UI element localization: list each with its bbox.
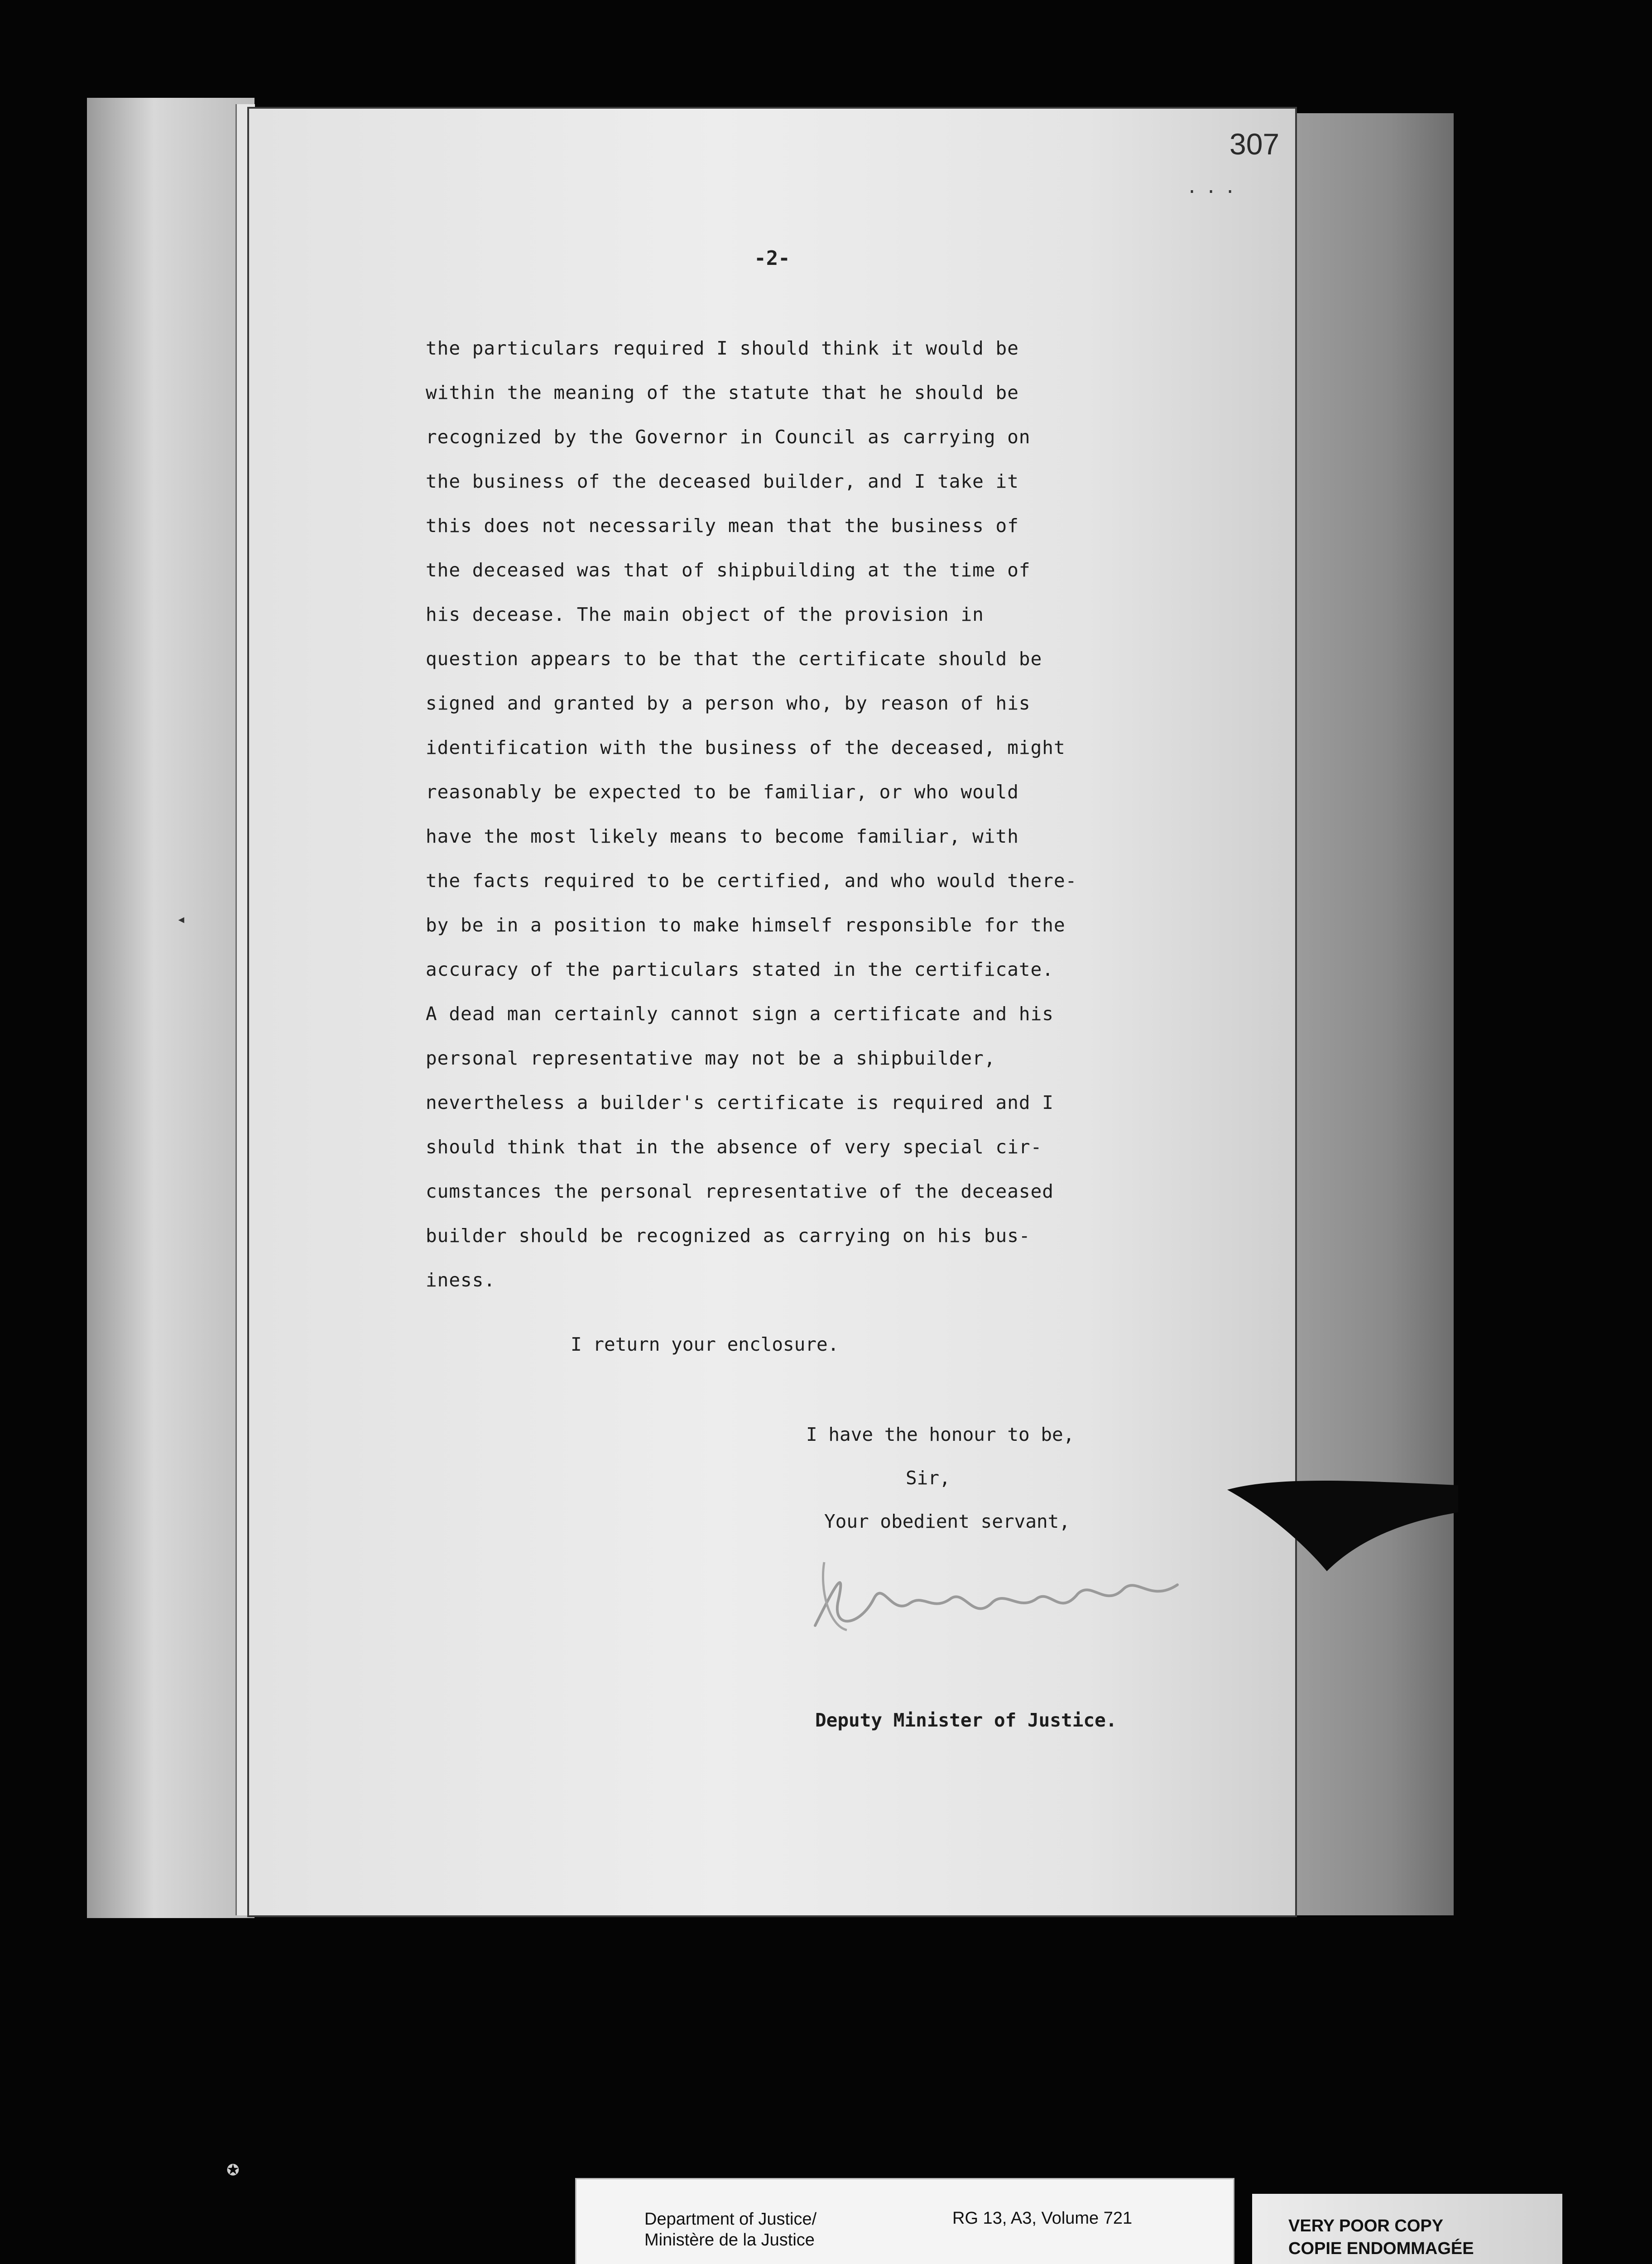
stamp-department [644, 2209, 816, 2250]
signoff-line-sir: Sir, [906, 1467, 951, 1489]
body-line: cumstances the personal representative of the deceased [426, 1180, 1054, 1202]
signoff-line-servant: Your obedient servant, [824, 1511, 1071, 1532]
closing-line: I return your enclosure. [571, 1333, 839, 1355]
right-sheet [1295, 113, 1454, 1915]
department-stamp [575, 2178, 1234, 2264]
stamp-department-fr: Ministère de la Justice [644, 2230, 815, 2250]
copy-quality-notice [1252, 2194, 1562, 2264]
film-mark-icon: ✪ [226, 2155, 240, 2181]
body-line: the facts required to be certified, and who would there- [426, 870, 1077, 892]
body-line: accuracy of the particulars stated in the certificate. [426, 959, 1054, 980]
body-line: signed and granted by a person who, by reason of his [426, 692, 1031, 714]
page-number: 307 [1229, 127, 1280, 161]
dot-marks: ... [1186, 177, 1244, 197]
pointer-shadow [1223, 1472, 1458, 1580]
stamp-department-en: Department of Justice/ [644, 2210, 817, 2229]
body-line: this does not necessarily mean that the business of [426, 515, 1019, 537]
body-line: recognized by the Governor in Council as carrying on [426, 426, 1031, 448]
body-line: question appears to be that the certificate should be [426, 648, 1042, 670]
body-line: identification with the business of the deceased, might [426, 737, 1066, 758]
body-line: builder should be recognized as carrying on his bus- [426, 1225, 1031, 1247]
handwritten-signature [806, 1535, 1214, 1653]
body-line: reasonably be expected to be familiar, or who would [426, 781, 1019, 803]
body-line: by be in a position to make himself responsible for the [426, 914, 1066, 936]
body-line: personal representative may not be a shipbuilder, [426, 1047, 996, 1069]
body-line: the deceased was that of shipbuilding at the time of [426, 559, 1031, 581]
copy-notice-fr: COPIE ENDOMMAGÉE [1288, 2239, 1474, 2258]
signatory-title: Deputy Minister of Justice. [815, 1709, 1117, 1731]
letter-body [426, 326, 1241, 1302]
body-line: the business of the deceased builder, and I take it [426, 470, 1019, 492]
body-line: have the most likely means to become familiar, with [426, 825, 1019, 847]
body-line: nevertheless a builder's certificate is required and I [426, 1092, 1054, 1113]
margin-mark: ◂ [177, 910, 186, 928]
signoff-line-honour: I have the honour to be, [806, 1424, 1075, 1445]
body-line: within the meaning of the statute that he should be [426, 382, 1019, 403]
body-line: the particulars required I should think it would be [426, 337, 1019, 359]
body-line: his decease. The main object of the provision in [426, 604, 984, 625]
stamp-reference: RG 13, A3, Volume 721 [952, 2209, 1133, 2228]
back-sheet [87, 98, 255, 1918]
page-marker [249, 247, 1295, 270]
signoff-block [806, 1413, 1074, 1543]
copy-notice-en: VERY POOR COPY [1288, 2216, 1444, 2235]
body-line: should think that in the absence of very special cir- [426, 1136, 1042, 1158]
page-marker-text: -2- [754, 247, 790, 270]
body-line: iness. [426, 1269, 496, 1291]
body-line: A dead man certainly cannot sign a certificate and his [426, 1003, 1054, 1025]
